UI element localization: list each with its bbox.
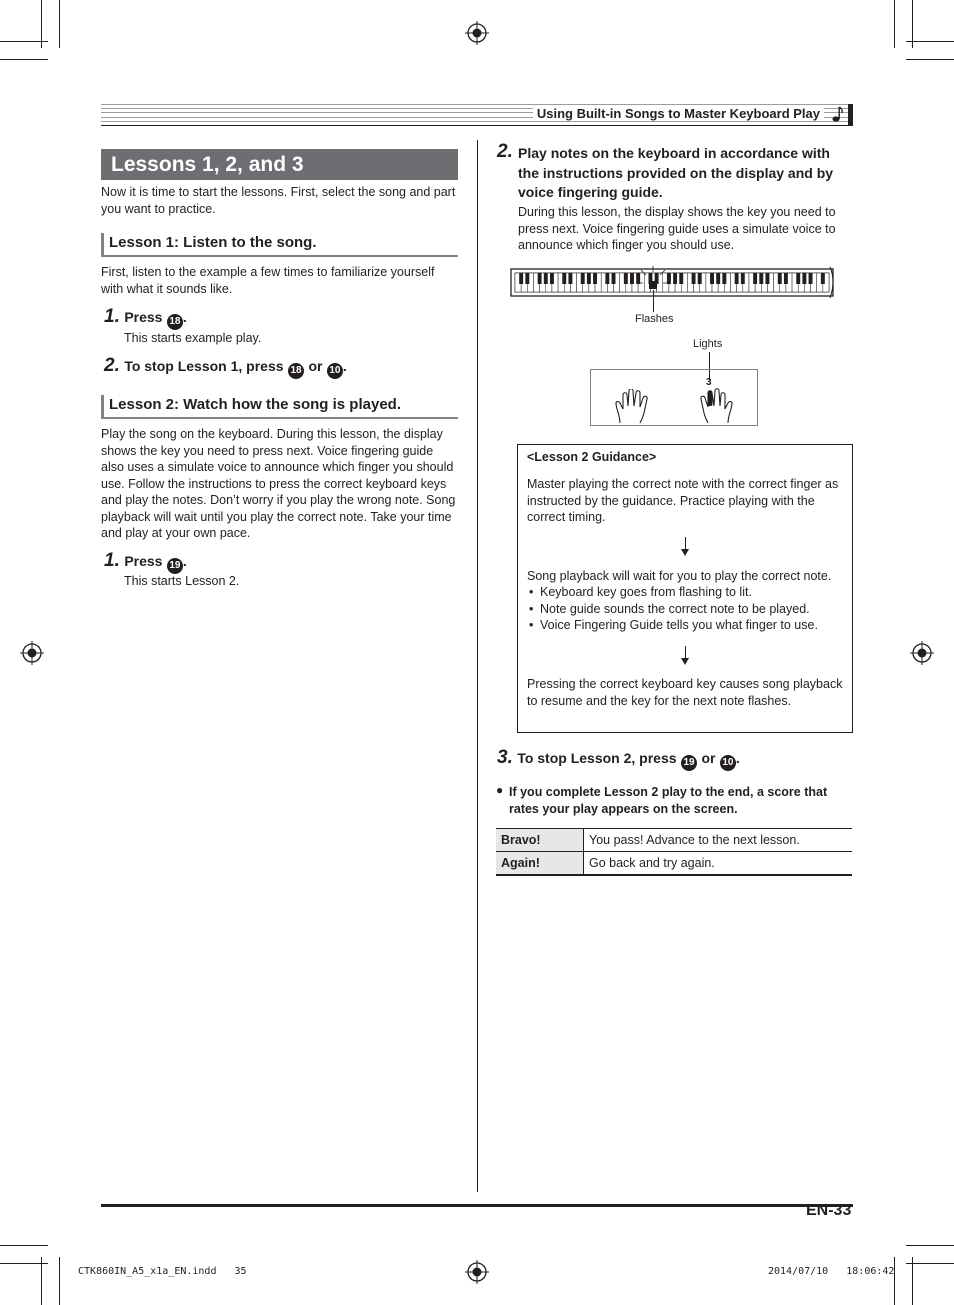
step-number: 1.: [104, 306, 120, 327]
button-number-badge: 10: [720, 755, 736, 771]
black-key: [612, 273, 616, 284]
guidance-bullets: [527, 584, 847, 634]
lesson1-step2: [104, 355, 454, 379]
lesson1-step1-note: This starts example play.: [124, 331, 262, 345]
black-key: [568, 273, 572, 284]
step-or: or: [308, 358, 323, 374]
black-key: [710, 273, 714, 284]
header-tab: [848, 104, 853, 126]
black-key: [673, 273, 677, 284]
crop-mark: [59, 0, 60, 48]
score-note-bullet: ●: [496, 783, 504, 797]
crop-mark: [906, 1263, 954, 1264]
down-arrow-icon: [685, 537, 686, 551]
slug-file: CTK860IN_A5_x1a_EN.indd 35: [78, 1266, 247, 1277]
score-note: If you complete Lesson 2 play to the end, a score that rates your play appears on the screen.: [509, 785, 828, 816]
crop-mark: [912, 0, 913, 48]
list-item: [527, 584, 847, 601]
crop-mark: [894, 0, 895, 48]
button-number-badge: 19: [167, 558, 183, 574]
list-item-text: Keyboard key goes from flashing to lit.: [540, 585, 752, 599]
result-value: You pass! Advance to the next lesson.: [584, 829, 853, 852]
footer-rule: [101, 1204, 853, 1207]
black-key: [698, 273, 702, 284]
lesson2-heading: Lesson 2: Watch how the song is played.: [101, 395, 458, 419]
black-key: [796, 273, 800, 284]
step-label: To stop Lesson 1, press: [124, 358, 284, 374]
black-key: [562, 273, 566, 284]
bullet-mark: •: [529, 618, 534, 632]
black-key: [759, 273, 763, 284]
crop-mark: [906, 59, 954, 60]
flashes-pointer-line: [653, 290, 654, 312]
step-number: 2.: [497, 141, 513, 162]
down-arrow-icon: [685, 646, 686, 660]
lesson2-guidance-box: [517, 444, 853, 733]
lesson2-text: Play the song on the keyboard. During this lesson, the display shows the key you need to press next. Voice fingering guide also uses a simulate voice to announce which finger you should use. Follow the instructions to press the correct keyboard keys and play the notes. Don’t worry if you play the wrong note. Song playback will wait until you play the correct note. Take your time and play at your own pace.: [101, 427, 456, 540]
page-title: Lessons 1, 2, and 3: [101, 149, 458, 180]
right-step2-text: During this lesson, the display shows the key you need to press next. Voice fingering guide uses a simulate voice to announce which finger you should use.: [518, 205, 836, 252]
score-results-table: [496, 828, 852, 876]
black-key: [722, 273, 726, 284]
section-intro: Now it is time to start the lessons. First, select the song and part you want to practice.: [101, 185, 456, 216]
lesson1-step1: [104, 306, 454, 330]
black-key: [605, 273, 609, 284]
slug-date: 2014/07/10 18:06:42: [768, 1266, 895, 1277]
step-tail: .: [182, 309, 187, 325]
crop-mark: [912, 1257, 913, 1305]
black-key: [784, 273, 788, 284]
black-key: [544, 273, 548, 284]
step-label: Press: [124, 309, 163, 325]
crop-mark: [59, 1257, 60, 1305]
result-value: Go back and try again.: [584, 852, 853, 876]
lesson2-step1: [104, 550, 454, 574]
step-label: To stop Lesson 2, press: [517, 750, 677, 766]
black-key: [550, 273, 554, 284]
step-or: or: [701, 750, 716, 766]
bullet-mark: •: [529, 601, 534, 616]
step-tail: .: [342, 358, 347, 374]
step-number: 1.: [104, 550, 120, 571]
black-key: [802, 273, 806, 284]
black-key: [519, 273, 523, 284]
step-tail: .: [735, 750, 740, 766]
black-key: [581, 273, 585, 284]
black-key: [765, 273, 769, 284]
black-key: [821, 273, 825, 284]
black-key: [593, 273, 597, 284]
black-key: [778, 273, 782, 284]
black-key: [624, 273, 628, 284]
page-number: EN-33: [806, 1202, 852, 1219]
lesson1-text: First, listen to the example a few times to familiarize yourself with what it sounds like.: [101, 265, 435, 296]
black-key: [753, 273, 757, 284]
list-item-text: Note guide sounds the correct note to be played.: [540, 601, 810, 616]
guidance-paragraph-3: Pressing the correct keyboard key causes song playback to resume and the key for the next note flashes.: [527, 677, 843, 708]
list-item: [527, 617, 847, 634]
table-row: [496, 852, 852, 876]
black-key: [692, 273, 696, 284]
lights-label: Lights: [693, 338, 723, 350]
black-key: [679, 273, 683, 284]
crop-mark: [906, 41, 954, 42]
column-divider: [477, 140, 478, 1192]
right-hand-icon: [680, 385, 736, 425]
lesson2-step1-note: This starts Lesson 2.: [124, 574, 240, 588]
finger-number: 3: [706, 377, 712, 388]
black-key: [741, 273, 745, 284]
crop-mark: [0, 1245, 48, 1246]
result-key: Bravo!: [496, 829, 584, 852]
bullet-mark: •: [529, 585, 534, 599]
button-number-badge: 19: [681, 755, 697, 771]
right-step2-label: Play notes on the keyboard in accordance with the instructions provided on the display and by voice fingering guide.: [518, 145, 834, 200]
button-number-badge: 10: [327, 363, 343, 379]
table-row: [496, 829, 852, 852]
result-key: Again!: [496, 852, 584, 876]
running-header-title: Using Built-in Songs to Master Keyboard Play: [533, 106, 824, 121]
guidance-paragraph-2: Song playback will wait for you to play the correct note.: [527, 569, 832, 583]
registration-mark-icon: [465, 21, 489, 45]
crop-mark: [894, 1257, 895, 1305]
registration-mark-icon: [910, 641, 934, 665]
crop-mark: [41, 0, 42, 48]
black-key: [630, 273, 634, 284]
registration-mark-icon: [20, 641, 44, 665]
music-note-icon: [832, 105, 844, 123]
black-key: [716, 273, 720, 284]
registration-mark-icon: [465, 1260, 489, 1284]
list-item-text: Voice Fingering Guide tells you what finger to use.: [540, 618, 818, 632]
black-key: [538, 273, 542, 284]
black-key: [809, 273, 813, 284]
step-tail: .: [182, 553, 187, 569]
step-label: Press: [124, 553, 163, 569]
button-number-badge: 18: [167, 314, 183, 330]
button-number-badge: 18: [288, 363, 304, 379]
list-item: [527, 601, 847, 618]
black-key: [735, 273, 739, 284]
guidance-title: <Lesson 2 Guidance>: [527, 450, 657, 464]
keyboard-display-illustration: [510, 265, 836, 300]
step-number: 2.: [104, 355, 120, 376]
guidance-paragraph-1: Master playing the correct note with the correct finger as instructed by the guidance. Practice playing with the correct timing.: [527, 477, 839, 524]
black-key: [525, 273, 529, 284]
lesson1-heading: Lesson 1: Listen to the song.: [101, 233, 458, 257]
right-step3: [497, 747, 853, 771]
step-number: 3.: [497, 747, 513, 768]
crop-mark: [906, 1245, 954, 1246]
flashes-label: Flashes: [635, 313, 674, 325]
left-hand-icon: [614, 389, 668, 425]
black-key: [587, 273, 591, 284]
crop-mark: [41, 1257, 42, 1305]
crop-mark: [0, 59, 48, 60]
